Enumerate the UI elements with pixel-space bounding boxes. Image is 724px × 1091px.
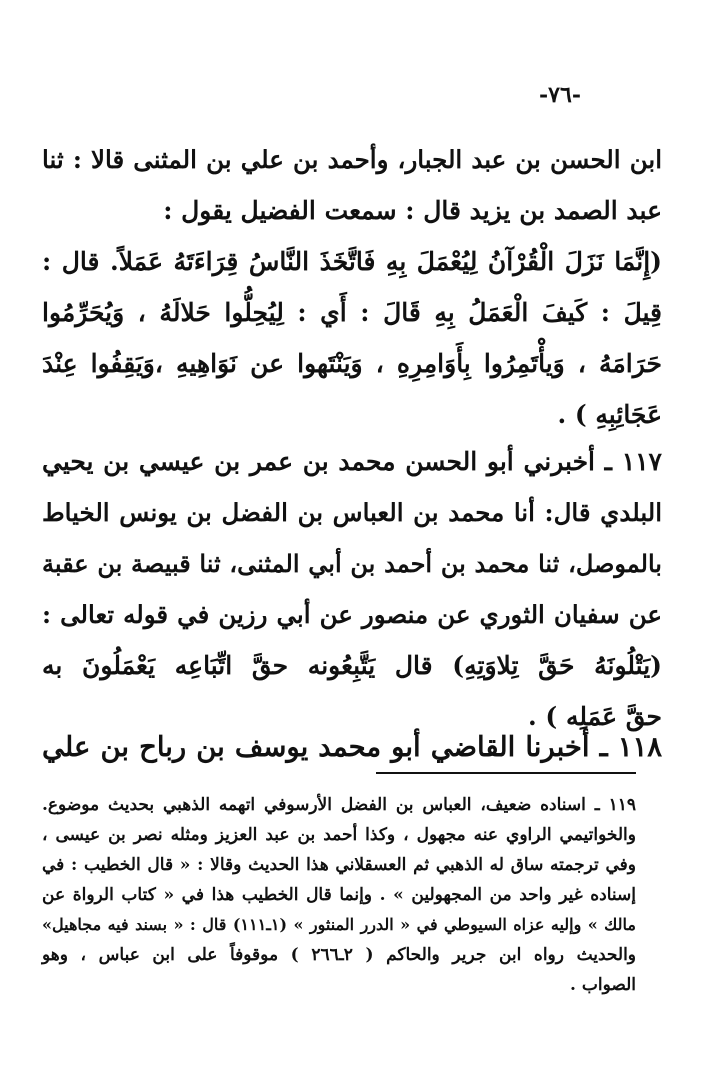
text-line: عَجَائِبِهِ ) . xyxy=(557,400,662,429)
text-line: (يَتْلُونَهُ حَقَّ تِلاوَتِهِ) قال يَتَّبِعُونه حقَّ اتِّبَاعِه يَعْمَلُونَ به xyxy=(42,651,662,680)
paragraph-isnad-fudayl xyxy=(42,134,662,440)
text-line: قِيلَ : كَيفَ الْعَمَلُ بِهِ قَالَ : أَي : لِيُحِلُّوا حَلالَهُ ، وَيُحَرِّمُوا xyxy=(42,298,662,327)
text-line: عن سفيان الثوري عن منصور عن أبي رزين في قوله تعالى : xyxy=(42,600,662,629)
footnote-divider xyxy=(376,772,636,774)
footnote-line: والخواتيمي الراوي عنه مجهول ، وكذا أحمد بن عبد العزيز ومثله نصر بن عيسى ، xyxy=(42,825,636,845)
footnotes xyxy=(42,790,636,1000)
footnote-line: وفي ترجمته ساق له الذهبي ثم العسقلاني هذا الحديث وقالا : « قال الخطيب : في xyxy=(42,855,636,875)
text-line: بالموصل، ثنا محمد بن أحمد بن أبي المثنى، ثنا قبيصة بن عقبة xyxy=(42,549,662,578)
text-line: عبد الصمد بن يزيد قال : سمعت الفضيل يقول : xyxy=(163,196,662,225)
text-line: حقَّ عَمَلِه ) . xyxy=(528,702,662,731)
text-line: (إِنَّمَا نَزَلَ الْقُرْآنُ لِيُعْمَلَ بِهِ فَاتَّخَذَ النَّاسُ قِرَاءَتَهُ عَمَلاً. قال : xyxy=(42,247,662,276)
text-line: ابن الحسن بن عبد الجبار، وأحمد بن علي بن المثنى قالا : ثنا xyxy=(42,145,662,174)
text-line: ١١٨ ـ أخبرنا القاضي أبو محمد يوسف بن رباح بن علي xyxy=(42,731,662,763)
footnote-line: والحديث رواه ابن جرير والحاكم ( ٢ـ٢٦٦ ) موقوفاً على ابن عباس ، وهو xyxy=(42,945,637,965)
footnote-line: إسناده غير واحد من المجهولين » . وإنما قال الخطيب هذا في « كتاب الرواة عن xyxy=(42,885,636,905)
paragraph-hadith-118 xyxy=(42,722,662,773)
page-number: -٧٦- xyxy=(539,82,581,108)
footnote-line: ١١٩ ـ اسناده ضعيف، العباس بن الفضل الأرسوفي اتهمه الذهبي بحديث موضوع. xyxy=(42,795,636,815)
paragraph-hadith-117 xyxy=(42,436,662,742)
text-line: ١١٧ ـ أخبرني أبو الحسن محمد بن عمر بن عيسي بن يحيي xyxy=(42,447,662,476)
footnote-line: مالك » وإليه عزاه السيوطي في « الدرر المنثور » (١ـ١١١) قال : « بسند فيه مجاهيل» xyxy=(42,915,636,934)
footnote-line: الصواب . xyxy=(570,975,636,995)
text-line: البلدي قال: أنا محمد بن العباس بن الفضل بن يونس الخياط xyxy=(42,498,662,527)
text-line: حَرَامَهُ ، وَيأْتَمِرُوا بِأَوَامِرِهِ ، وَيَنْتَهوا عن نَوَاهِيهِ ،وَيَقِفُوا عِنْدَ xyxy=(42,349,662,378)
